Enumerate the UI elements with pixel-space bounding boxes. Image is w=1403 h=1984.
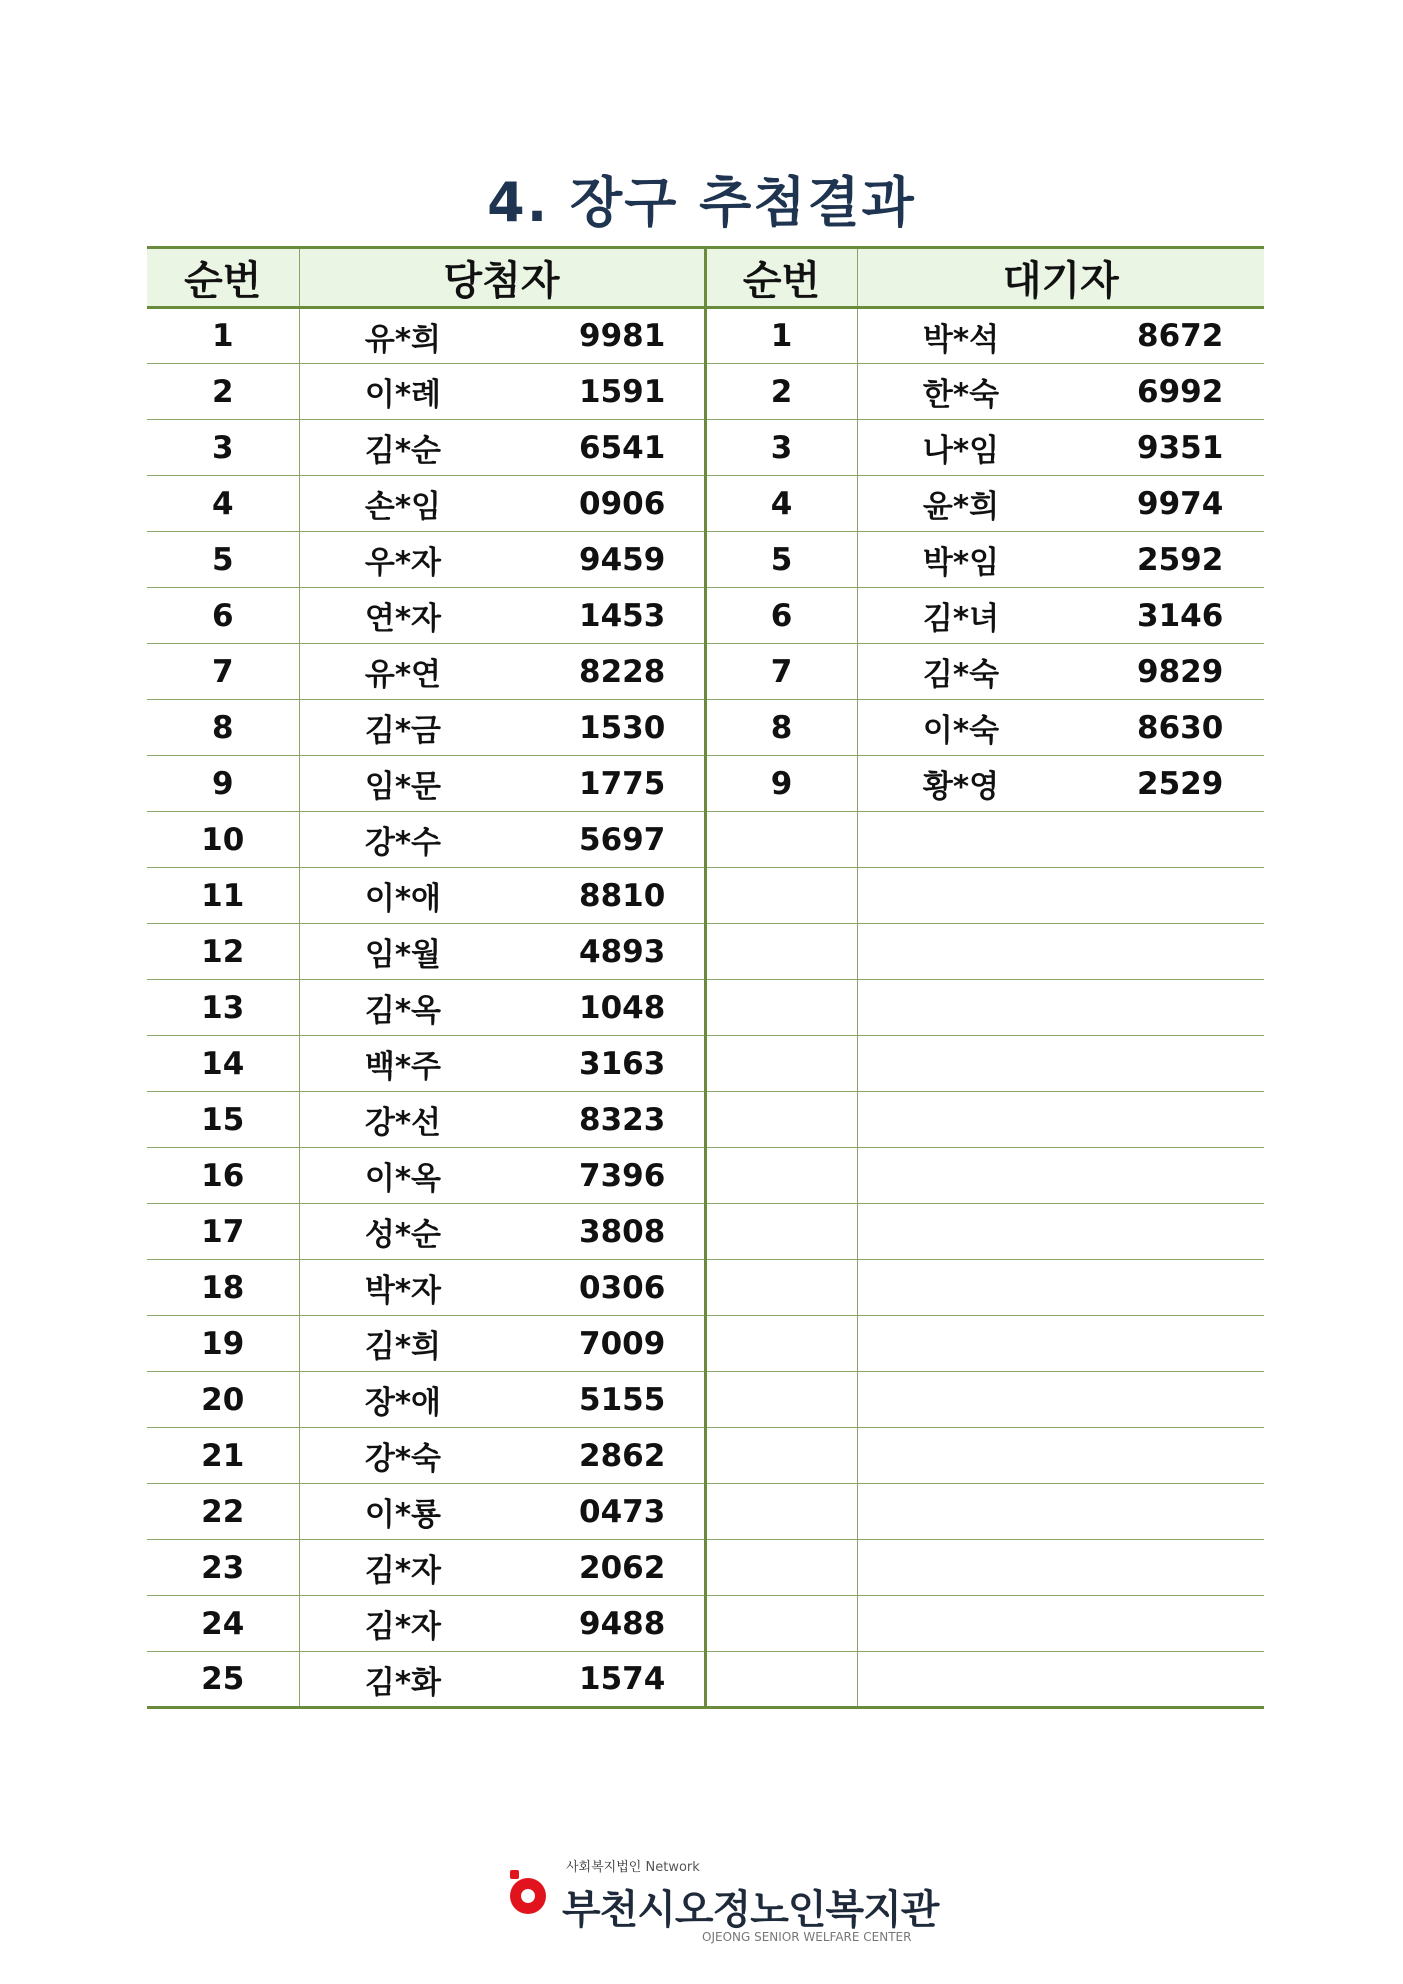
table-header-row [147,248,1264,308]
table-row [147,588,1264,644]
waitlist-no [705,1540,857,1596]
winner-no: 12 [147,924,299,980]
waitlist-name [857,1372,1011,1428]
waitlist-code: 8630 [1011,700,1264,756]
waitlist-no [705,1652,857,1708]
winner-no: 25 [147,1652,299,1708]
winner-name: 김*옥 [299,980,453,1036]
winner-no: 5 [147,532,299,588]
waitlist-name [857,1204,1011,1260]
winner-code: 4893 [453,924,705,980]
winner-no: 4 [147,476,299,532]
waitlist-no [705,1260,857,1316]
waitlist-name: 한*숙 [857,364,1011,420]
winner-no: 22 [147,1484,299,1540]
winner-name: 김*순 [299,420,453,476]
winner-code: 1574 [453,1652,705,1708]
waitlist-name [857,1092,1011,1148]
winner-name: 강*숙 [299,1428,453,1484]
waitlist-name [857,1036,1011,1092]
winner-no: 8 [147,700,299,756]
winner-no: 17 [147,1204,299,1260]
waitlist-code [1011,1540,1264,1596]
waitlist-no [705,812,857,868]
waitlist-no: 7 [705,644,857,700]
winner-code: 2862 [453,1428,705,1484]
waitlist-name [857,1260,1011,1316]
winner-name: 임*문 [299,756,453,812]
winner-code: 8228 [453,644,705,700]
winner-no: 11 [147,868,299,924]
waitlist-code: 2529 [1011,756,1264,812]
org-label [566,1856,700,1875]
table-row [147,756,1264,812]
winner-name: 강*선 [299,1092,453,1148]
winner-code: 0906 [453,476,705,532]
winner-no: 20 [147,1372,299,1428]
waitlist-name: 나*임 [857,420,1011,476]
waitlist-code [1011,1428,1264,1484]
waitlist-code [1011,1596,1264,1652]
header-waitlist-no: 순번 [705,248,857,308]
table-row [147,980,1264,1036]
winner-name: 이*례 [299,364,453,420]
winner-code: 6541 [453,420,705,476]
table-row [147,1092,1264,1148]
waitlist-name [857,812,1011,868]
waitlist-no: 1 [705,308,857,364]
table-row [147,1148,1264,1204]
winner-name: 이*룡 [299,1484,453,1540]
waitlist-no: 2 [705,364,857,420]
page-title: 4. 장구 추첨결과 [487,171,916,234]
table-row [147,924,1264,980]
table-row [147,1596,1264,1652]
waitlist-name [857,1428,1011,1484]
waitlist-code: 9351 [1011,420,1264,476]
winner-no: 6 [147,588,299,644]
winner-code: 8323 [453,1092,705,1148]
waitlist-code: 2592 [1011,532,1264,588]
winner-name: 유*연 [299,644,453,700]
waitlist-name: 황*영 [857,756,1011,812]
winner-name: 연*자 [299,588,453,644]
waitlist-name: 박*임 [857,532,1011,588]
table-row [147,644,1264,700]
waitlist-code: 9974 [1011,476,1264,532]
waitlist-code [1011,868,1264,924]
waitlist-no: 5 [705,532,857,588]
waitlist-no [705,1148,857,1204]
footer-logo [506,1842,939,1944]
waitlist-code: 9829 [1011,644,1264,700]
table-row [147,1484,1264,1540]
waitlist-code [1011,1372,1264,1428]
header-winners: 당첨자 [299,248,705,308]
waitlist-code: 6992 [1011,364,1264,420]
waitlist-name [857,1316,1011,1372]
winner-code: 1048 [453,980,705,1036]
winner-code: 1453 [453,588,705,644]
waitlist-code [1011,1316,1264,1372]
header-waitlist: 대기자 [857,248,1264,308]
winner-code: 1530 [453,700,705,756]
winner-code: 7009 [453,1316,705,1372]
waitlist-code [1011,1260,1264,1316]
winner-no: 21 [147,1428,299,1484]
table-row [147,812,1264,868]
waitlist-code [1011,812,1264,868]
winner-code: 0473 [453,1484,705,1540]
winner-code: 7396 [453,1148,705,1204]
waitlist-no [705,1428,857,1484]
table-row [147,1428,1264,1484]
winner-name: 임*월 [299,924,453,980]
waitlist-name: 윤*희 [857,476,1011,532]
table-row [147,364,1264,420]
waitlist-no [705,1092,857,1148]
waitlist-code: 3146 [1011,588,1264,644]
table-row [147,1540,1264,1596]
winner-code: 5155 [453,1372,705,1428]
winner-no: 1 [147,308,299,364]
winner-name: 백*주 [299,1036,453,1092]
waitlist-code [1011,1092,1264,1148]
winner-code: 9488 [453,1596,705,1652]
winner-no: 2 [147,364,299,420]
waitlist-name [857,980,1011,1036]
waitlist-no [705,1036,857,1092]
winner-code: 2062 [453,1540,705,1596]
org-name: 부천시오정노인복지관 [562,1887,939,1933]
winner-code: 3163 [453,1036,705,1092]
waitlist-no: 9 [705,756,857,812]
lottery-results-table [147,246,1264,1709]
waitlist-no: 6 [705,588,857,644]
waitlist-code [1011,1204,1264,1260]
network-text: Network [645,1860,700,1875]
winner-name: 성*순 [299,1204,453,1260]
winner-name: 김*금 [299,700,453,756]
table-row [147,1260,1264,1316]
winner-name: 유*희 [299,308,453,364]
winner-no: 15 [147,1092,299,1148]
table-row [147,1204,1264,1260]
waitlist-name [857,1540,1011,1596]
waitlist-no [705,1484,857,1540]
waitlist-no [705,1596,857,1652]
winner-name: 박*자 [299,1260,453,1316]
winner-no: 7 [147,644,299,700]
waitlist-code [1011,1036,1264,1092]
waitlist-name [857,1148,1011,1204]
table-row [147,532,1264,588]
table-row [147,308,1264,364]
winner-name: 장*애 [299,1372,453,1428]
waitlist-no: 3 [705,420,857,476]
table-row [147,868,1264,924]
waitlist-no [705,1372,857,1428]
waitlist-name [857,1596,1011,1652]
waitlist-code [1011,924,1264,980]
waitlist-no: 8 [705,700,857,756]
winner-name: 우*자 [299,532,453,588]
logo-icon [506,1868,554,1920]
waitlist-code [1011,1484,1264,1540]
header-no: 순번 [147,248,299,308]
winner-name: 이*옥 [299,1148,453,1204]
waitlist-no [705,868,857,924]
winner-name: 손*임 [299,476,453,532]
winner-name: 김*희 [299,1316,453,1372]
waitlist-name [857,868,1011,924]
waitlist-no [705,1316,857,1372]
winner-code: 1775 [453,756,705,812]
table-row [147,1316,1264,1372]
winner-name: 김*자 [299,1540,453,1596]
winner-name: 김*화 [299,1652,453,1708]
winner-no: 10 [147,812,299,868]
waitlist-name: 박*석 [857,308,1011,364]
waitlist-code [1011,980,1264,1036]
winner-name: 김*자 [299,1596,453,1652]
winner-no: 3 [147,420,299,476]
table-row [147,1036,1264,1092]
waitlist-name [857,1652,1011,1708]
winner-code: 9981 [453,308,705,364]
waitlist-name: 김*숙 [857,644,1011,700]
org-small-text: 사회복지법인 [566,1860,642,1875]
waitlist-code [1011,1148,1264,1204]
waitlist-no [705,1204,857,1260]
table-row [147,1652,1264,1708]
waitlist-no [705,980,857,1036]
winner-no: 18 [147,1260,299,1316]
waitlist-name: 김*녀 [857,588,1011,644]
winner-no: 24 [147,1596,299,1652]
waitlist-code: 8672 [1011,308,1264,364]
org-english-name: OJEONG SENIOR WELFARE CENTER [702,1930,912,1944]
waitlist-name [857,1484,1011,1540]
waitlist-code [1011,1652,1264,1708]
table-row [147,420,1264,476]
winner-code: 0306 [453,1260,705,1316]
table-row [147,476,1264,532]
table-row [147,1372,1264,1428]
winner-no: 9 [147,756,299,812]
winner-no: 14 [147,1036,299,1092]
winner-name: 강*수 [299,812,453,868]
table-row [147,700,1264,756]
winner-no: 23 [147,1540,299,1596]
winner-no: 16 [147,1148,299,1204]
winner-code: 8810 [453,868,705,924]
winner-name: 이*애 [299,868,453,924]
winner-no: 19 [147,1316,299,1372]
winner-no: 13 [147,980,299,1036]
waitlist-name [857,924,1011,980]
winner-code: 9459 [453,532,705,588]
waitlist-name: 이*숙 [857,700,1011,756]
winner-code: 1591 [453,364,705,420]
waitlist-no [705,924,857,980]
waitlist-no: 4 [705,476,857,532]
winner-code: 3808 [453,1204,705,1260]
winner-code: 5697 [453,812,705,868]
